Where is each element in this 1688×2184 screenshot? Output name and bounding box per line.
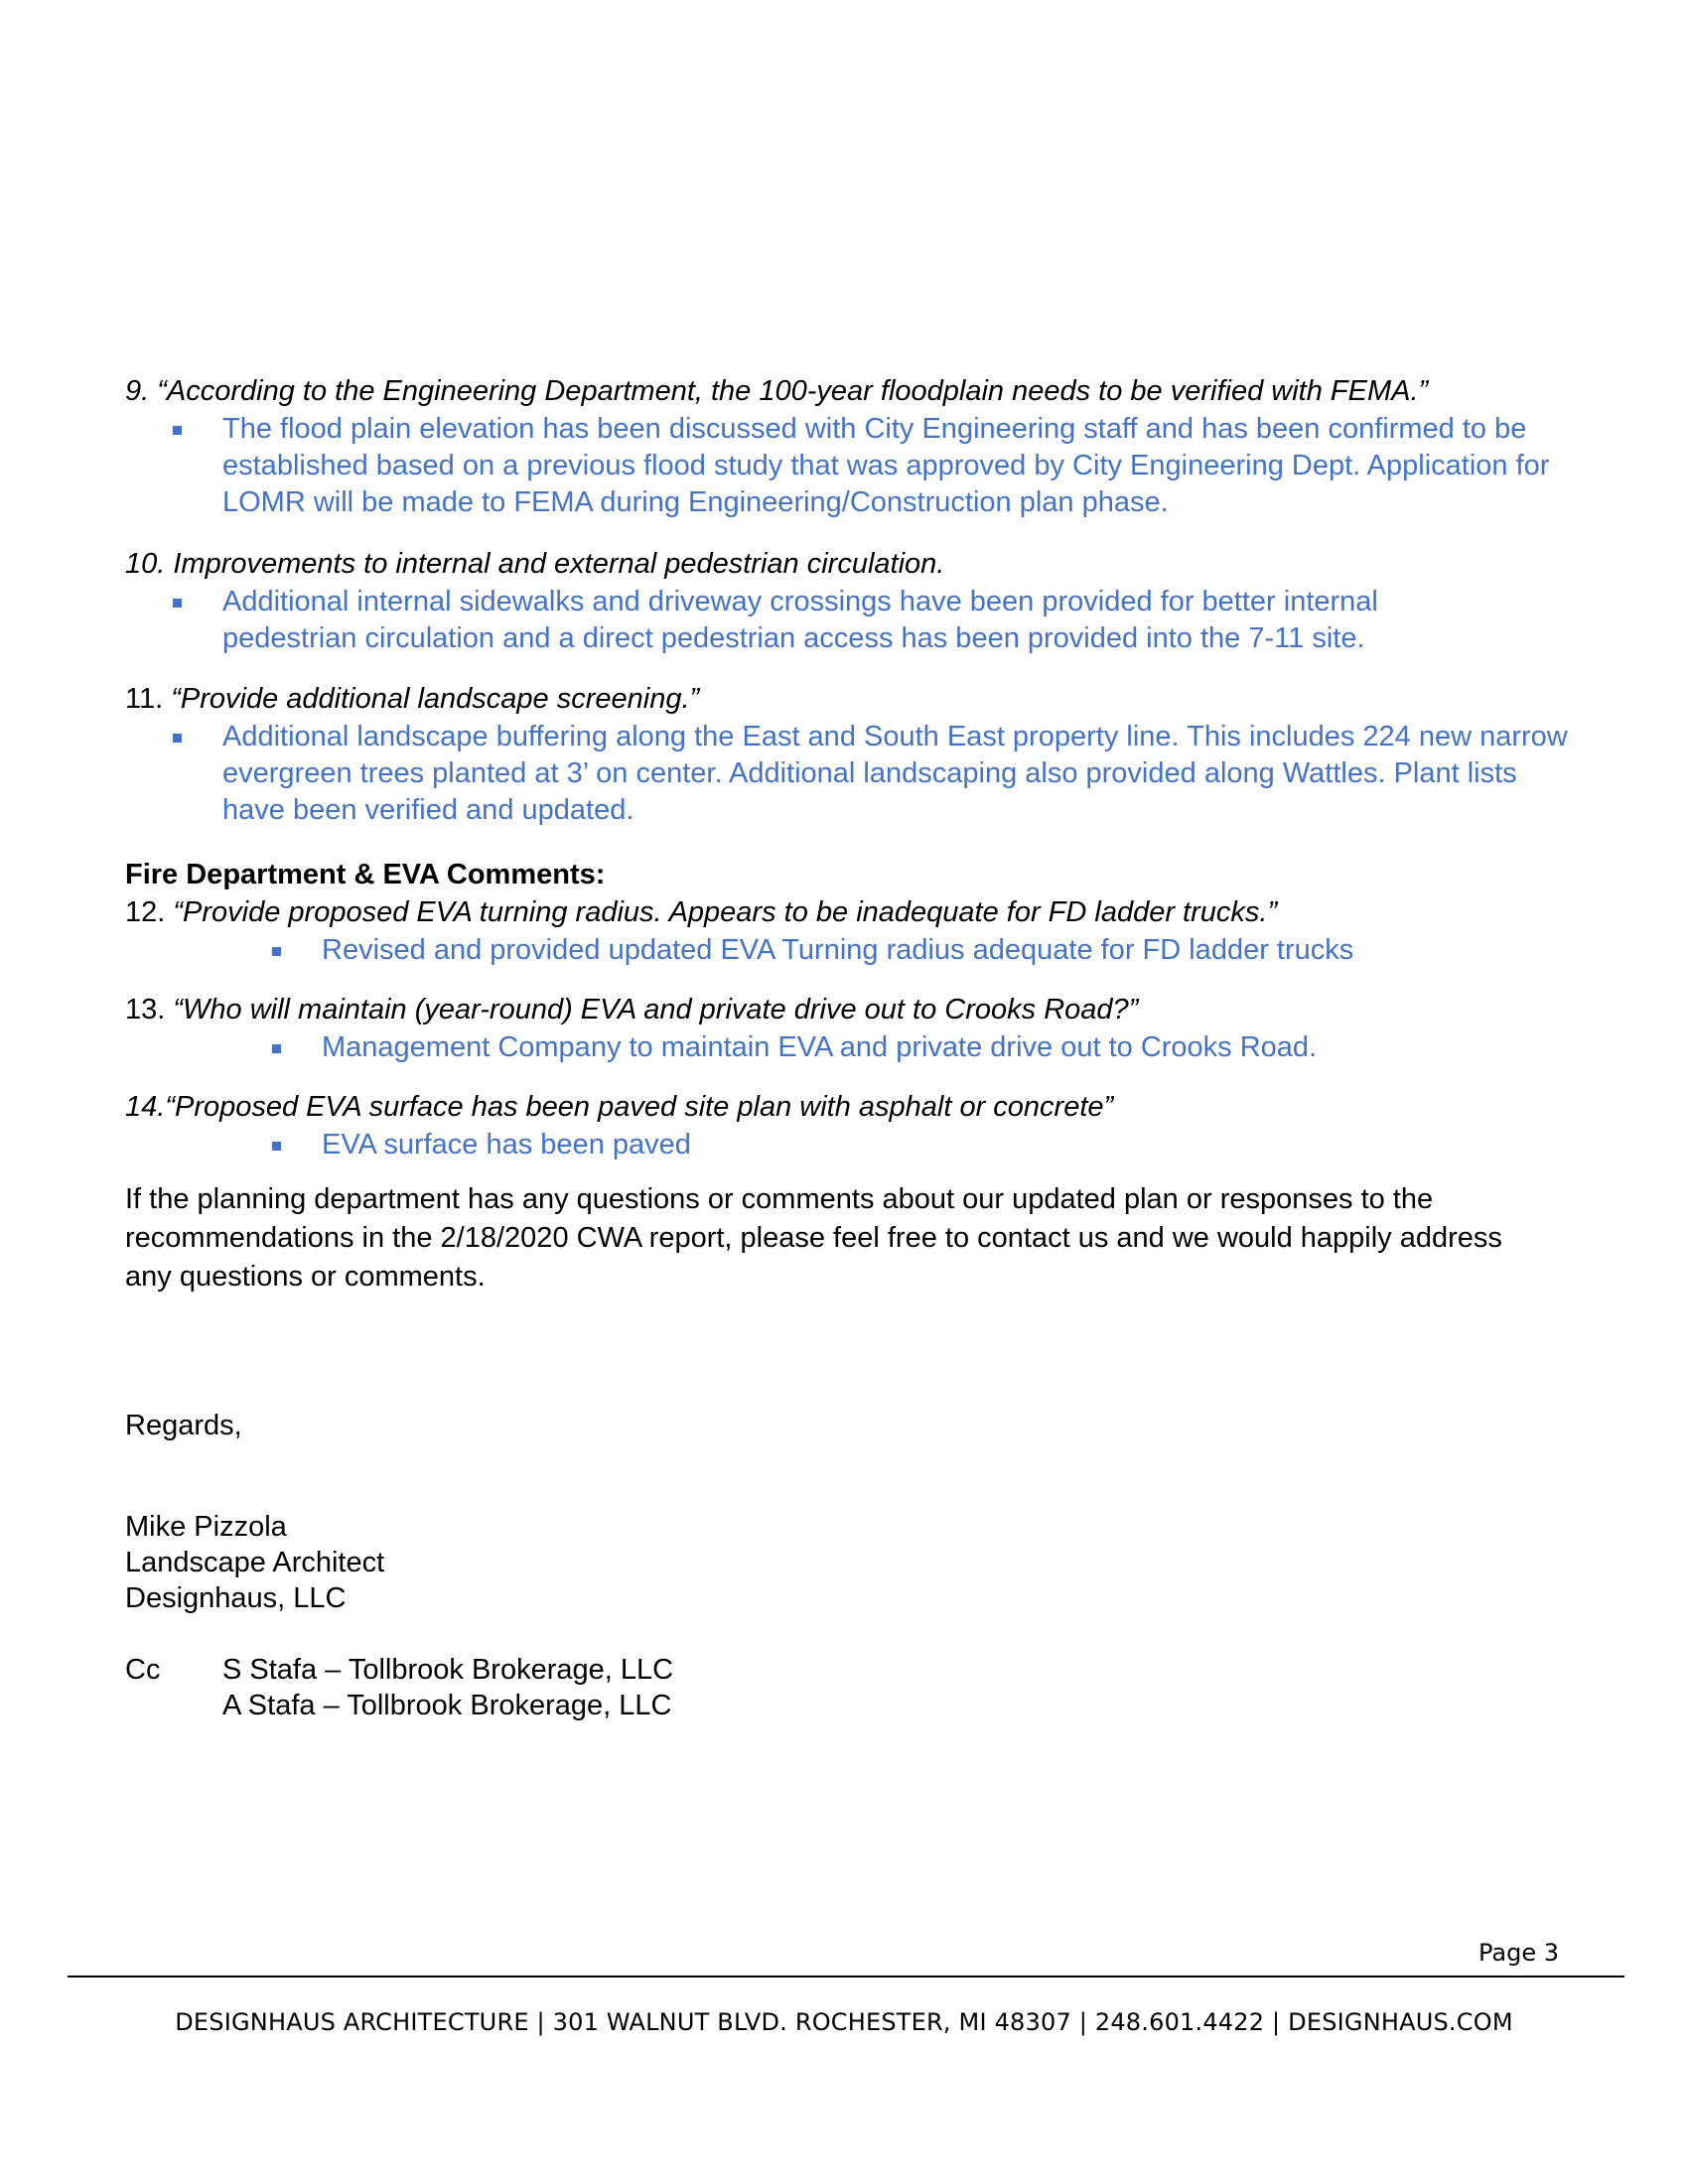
item-number: 11. xyxy=(125,683,172,715)
signature-company: Designhaus, LLC xyxy=(125,1582,347,1614)
cc-label: Cc xyxy=(125,1654,161,1686)
response-text: Additional landscape buffering along the East and South East property line. This includes 224 new narrow evergreen trees planted at 3’ on center. Additional landscaping also provided along Wattles. Plant lists have been verified and updated. xyxy=(222,721,1568,826)
cc-recipient: S Stafa – Tollbrook Brokerage, LLC xyxy=(222,1654,674,1686)
bullet-icon xyxy=(173,734,182,743)
response-text: The flood plain elevation has been discussed with City Engineering staff and has been confirmed to be established based on a previous flood study that was approved by City Engineering Dept. Application for LOMR will be made to FEMA during Engineering/Construction plan phase. xyxy=(222,413,1550,518)
bullet-icon xyxy=(272,947,281,956)
bullet-icon xyxy=(173,426,182,435)
response-text: Revised and provided updated EVA Turning radius adequate for FD ladder trucks xyxy=(322,934,1354,966)
footer-divider xyxy=(68,1976,1624,1978)
item-number: 13. xyxy=(125,994,174,1025)
comment-item-10: 10. Improvements to internal and external pedestrian circulation. xyxy=(125,548,945,580)
response-text: Additional internal sidewalks and driveway crossings have been provided for better internal pedestrian circulation and a direct pedestrian access has been provided into the 7-11 site. xyxy=(222,586,1378,654)
comment-item-13 xyxy=(125,991,1138,1028)
response-text: Management Company to maintain EVA and private drive out to Crooks Road. xyxy=(322,1031,1318,1063)
cc-list xyxy=(222,1652,673,1723)
response-text: EVA surface has been paved xyxy=(322,1129,691,1160)
bullet-icon xyxy=(173,599,182,608)
section-title-fire-department: Fire Department & EVA Comments: xyxy=(125,859,606,890)
closing-paragraph: If the planning department has any questions or comments about our updated plan or responses to the recommendations in the 2/18/2020 CWA report, please feel free to contact us and we would happily address any questions or comments. xyxy=(125,1183,1502,1293)
response-item-12 xyxy=(272,932,1603,969)
bullet-icon xyxy=(272,1142,281,1151)
comment-item-11 xyxy=(125,680,699,718)
response-item-13 xyxy=(272,1029,1603,1066)
item-text: “Who will maintain (year-round) EVA and private drive out to Crooks Road?” xyxy=(173,994,1139,1025)
signoff: Regards, xyxy=(125,1410,242,1441)
comment-item-12 xyxy=(125,893,1277,931)
comment-item-9: 9. “According to the Engineering Department, the 100-year floodplain needs to be verified with FEMA.” xyxy=(125,375,1429,407)
signature-name: Mike Pizzola xyxy=(125,1511,287,1543)
comment-item-14: 14.“Proposed EVA surface has been paved site plan with asphalt or concrete” xyxy=(125,1091,1114,1123)
page-number: Page 3 xyxy=(1478,1939,1559,1967)
footer-address: DESIGNHAUS ARCHITECTURE | 301 WALNUT BLVD. ROCHESTER, MI 48307 | 248.601.4422 | DESIGNHAUS.COM xyxy=(175,2008,1513,2036)
item-text: “Provide proposed EVA turning radius. Appears to be inadequate for FD ladder trucks.” xyxy=(173,896,1278,928)
item-number: 12. xyxy=(125,896,174,928)
response-item-9 xyxy=(173,411,1583,521)
response-item-10 xyxy=(173,584,1464,657)
cc-recipient: A Stafa – Tollbrook Brokerage, LLC xyxy=(222,1690,672,1721)
bullet-icon xyxy=(272,1044,281,1053)
response-item-11 xyxy=(173,719,1583,829)
signature-title: Landscape Architect xyxy=(125,1547,385,1578)
item-text: “Provide additional landscape screening.” xyxy=(171,683,700,715)
response-item-14 xyxy=(272,1127,1603,1163)
